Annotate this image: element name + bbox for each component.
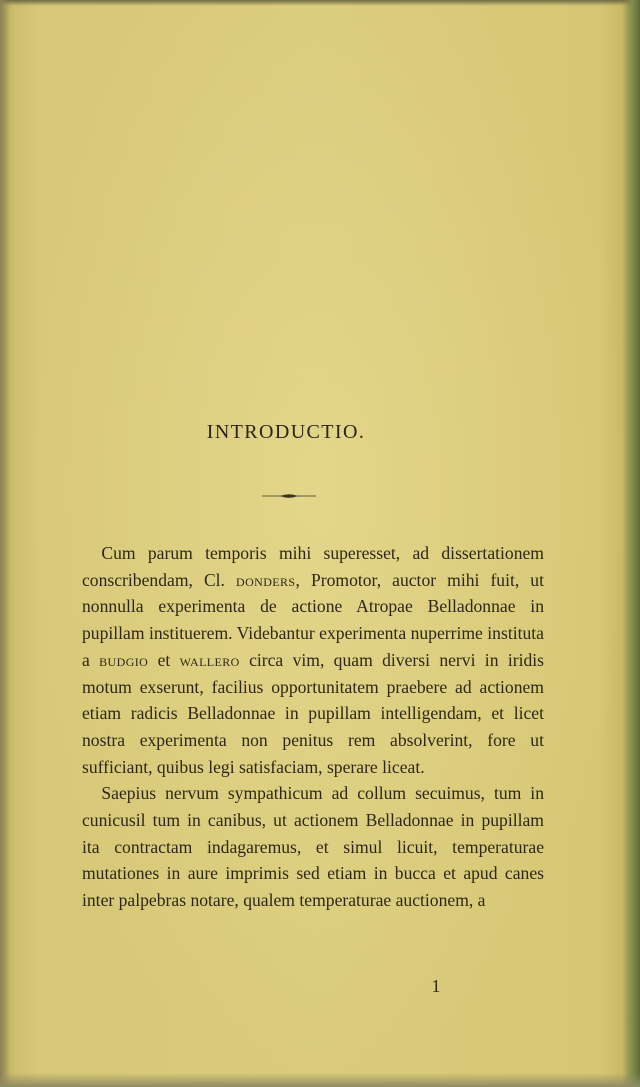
page-top-edge	[0, 0, 640, 6]
page-number: 1	[431, 976, 441, 996]
chapter-heading: INTRODUCTIO.	[206, 421, 366, 443]
body-text	[82, 540, 544, 914]
paragraph-1-part-4: circa vim, quam diversi nervi in iridis motum exserunt, facilius opportunitatem praebere ad actionem etiam radicis Belladonnae in pupillam intelligendam, et licet nostra experimenta non penitus rem absolverint, fore ut sufficiant, quibus legi satisfaciam, sperare liceat.	[82, 649, 544, 777]
ornament-divider-icon	[262, 493, 316, 499]
paragraph-2: Saepius nervum sympathicum ad collum secuimus, tum in cunicusil tum in canibus, ut actionem Belladonnae in pupillam ita contractam indagaremus, et simul licuit, temperaturae mutationes in aure imprimis sed etiam in bucca et apud canes inter palpebras notare, qualem temperaturae auctionem, a	[82, 783, 544, 911]
name-donders: donders	[236, 569, 296, 590]
page-bottom-edge	[0, 1073, 640, 1087]
name-budgio: budgio	[99, 649, 149, 670]
paragraph-1	[82, 540, 544, 780]
paragraph-1-part-3: et	[148, 649, 180, 670]
name-wallero: wallero	[179, 649, 240, 670]
paragraph-1-part-1: Cum parum temporis mihi superesset, ad dissertationem conscribendam, Cl.	[82, 543, 544, 590]
page-right-edge	[622, 0, 640, 1087]
page-gutter-shadow	[0, 0, 10, 1087]
paragraph-1-part-2: , Promotor, auctor mihi fuit, ut nonnulla experimenta de actione Atropae Belladonnae in pupillam instituerem. Videbantur experimenta nuperrime instituta a	[82, 569, 544, 670]
